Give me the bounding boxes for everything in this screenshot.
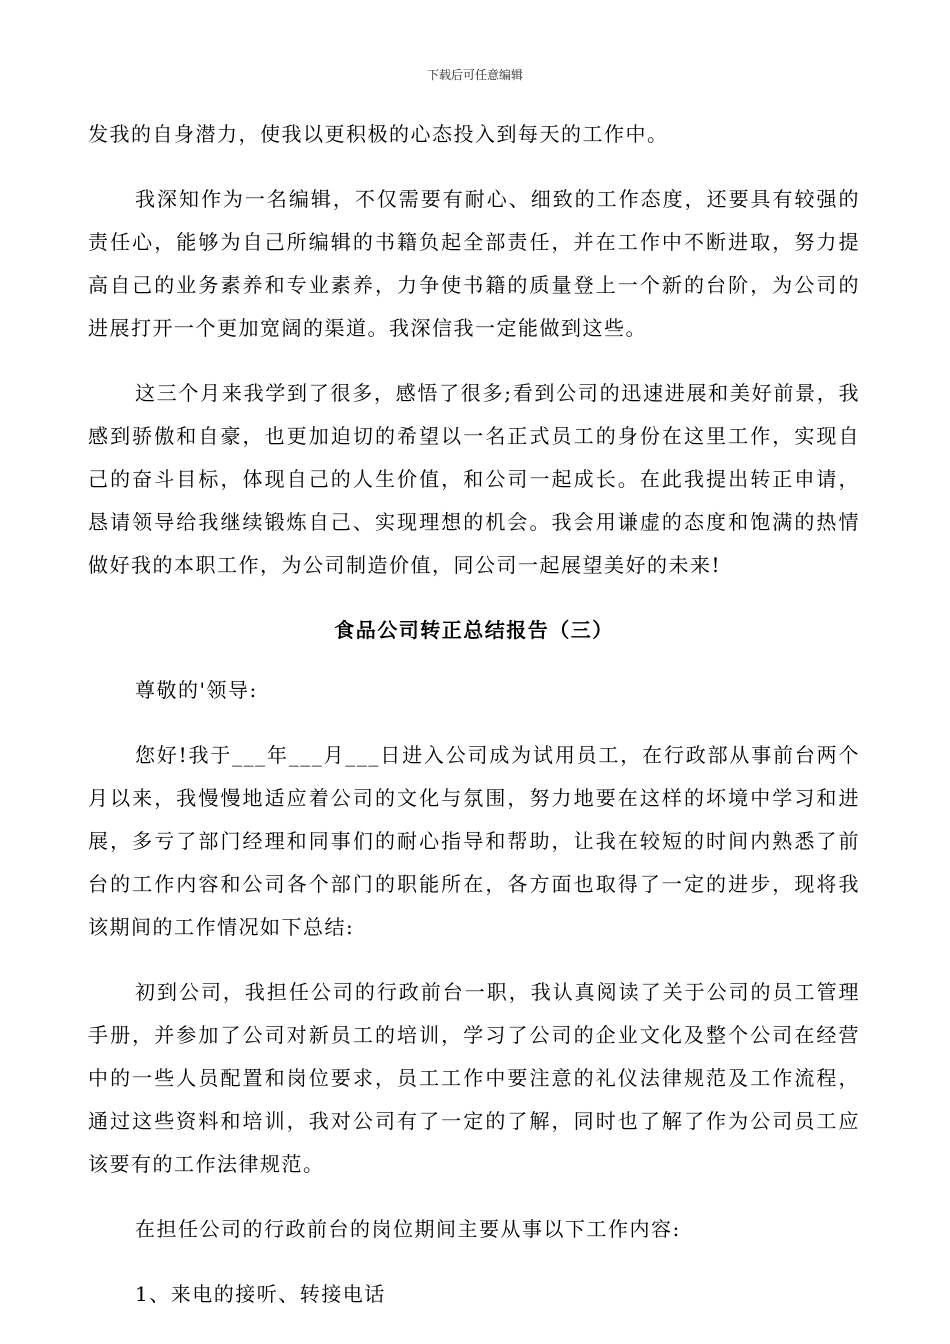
header-note: 下载后可任意编辑 xyxy=(426,68,523,82)
paragraph: 初到公司，我担任公司的行政前台一职，我认真阅读了关于公司的员工管理手册，并参加了公司对新员工的培训，学习了公司的企业文化及整个公司在经营中的一些人员配置和岗位要求，员工工作中要注意的礼仪法律规范及工作流程，通过这些资料和培训，我对公司有了一定的了解，同时也了解了作为公司员工应该要有的工作法律规范。 xyxy=(88,980,860,1176)
paragraph: 这三个月来我学到了很多，感悟了很多;看到公司的迅速进展和美好前景，我感到骄傲和自豪，也更加迫切的希望以一名正式员工的身份在这里工作，实现自己的奋斗目标，体现自己的人生价值，和公司一起成长。在此我提出转正申请，恳请领导给我继续锻炼自己、实现理想的机会。我会用谦虚的态度和饱满的热情做好我的本职工作，为公司制造价值，同公司一起展望美好的未来! xyxy=(88,381,860,577)
document-body xyxy=(88,113,860,1338)
paragraph: 我深知作为一名编辑，不仅需要有耐心、细致的工作态度，还要具有较强的责任心，能够为自己所编辑的书籍负起全部责任，并在工作中不断进取，努力提高自己的业务素养和专业素养，力争使书籍的质量登上一个新的台阶，为公司的进展打开一个更加宽阔的渠道。我深信我一定能做到这些。 xyxy=(88,187,860,340)
salutation: 尊敬的'领导: xyxy=(135,678,258,702)
list-item: 1、来电的接听、转接电话 xyxy=(135,1282,386,1306)
paragraph: 发我的自身潜力，使我以更积极的心态投入到每天的工作中。 xyxy=(88,122,669,146)
section-title: 食品公司转正总结报告（三） xyxy=(334,618,614,642)
paragraph: 您好!我于___年___月___日进入公司成为试用员工，在行政部从事前台两个月以来，我慢慢地适应着公司的文化与氛围，努力地要在这样的坏境中学习和进展，多亏了部门经理和同事们的耐心指导和帮助，让我在较短的时间内熟悉了前台的工作内容和公司各个部门的职能所在，各方面也取得了一定的进步，现将我该期间的工作情况如下总结: xyxy=(88,743,860,939)
paragraph: 在担任公司的行政前台的岗位期间主要从事以下工作内容: xyxy=(135,1217,681,1241)
